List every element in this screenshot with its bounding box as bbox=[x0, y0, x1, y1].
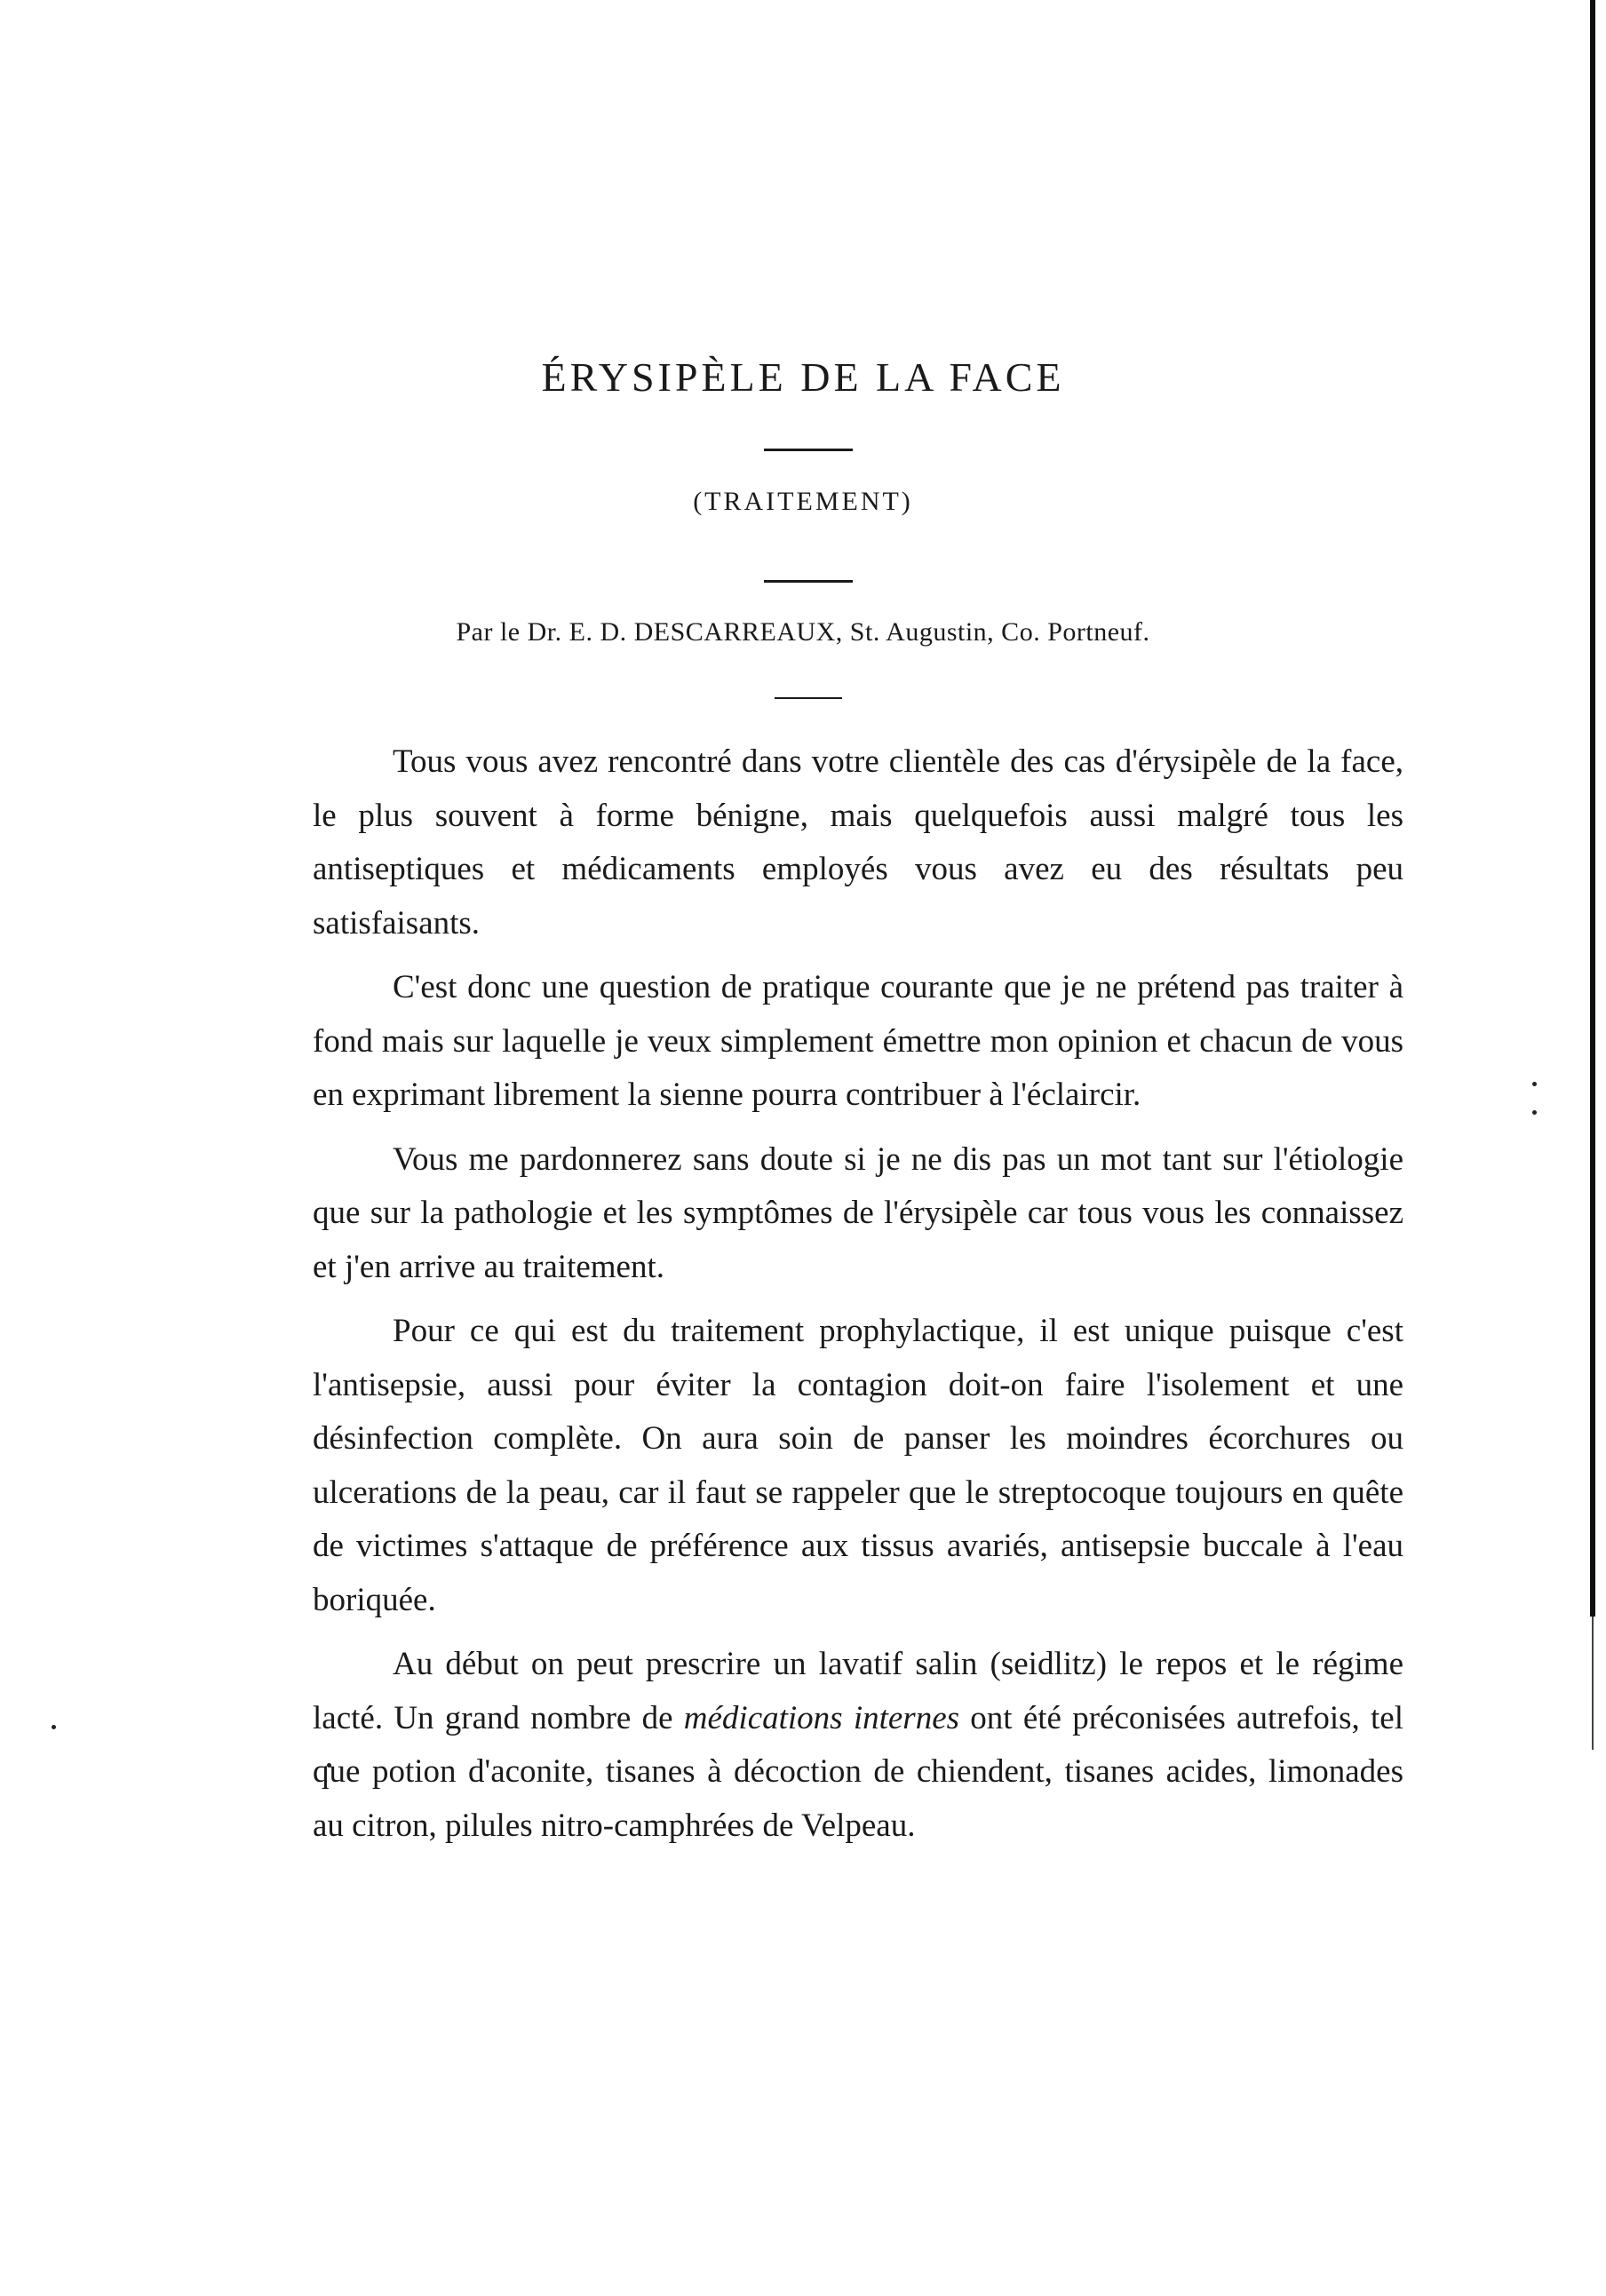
paragraph-text: Pour ce qui est du traitement prophylactique, il est unique puisque c'est l'antisepsie, aussi pour éviter la contagion doit-on faire l'isolement et une désinfection complète. On aura soin de panser les moindres écorchures ou ulcerations de la peau, car il faut se rappeler que le streptocoque toujours en quête de victimes s'attaque de préférence aux tissus avariés, antisepsie buccale à l'eau boriquée. bbox=[313, 1313, 1403, 1618]
paragraph-emphasis: médications internes bbox=[683, 1699, 960, 1736]
author-byline: Par le Dr. E. D. DESCARREAUX, St. Augustin, Co. Portneuf. bbox=[456, 617, 1150, 647]
title-divider bbox=[764, 449, 853, 451]
margin-mark bbox=[52, 1725, 56, 1729]
article-subtitle: (TRAITEMENT) bbox=[693, 487, 913, 516]
article-title: ÉRYSIPÈLE DE LA FACE bbox=[541, 354, 1065, 400]
margin-mark bbox=[1532, 1110, 1537, 1115]
article-body bbox=[313, 735, 1403, 1863]
paragraph-text: Vous me pardonnerez sans doute si je ne dis pas un mot tant sur l'étiologie que sur la pathologie et les symptômes de l'érysipèle car tous vous les connaissez et j'en arrive au traitement. bbox=[313, 1140, 1403, 1285]
byline-divider bbox=[775, 697, 842, 699]
paragraph bbox=[313, 735, 1403, 950]
paragraph-text: ont été préconisées autrefois, tel que potion d'aconite, tisanes à décoction de chiendent, tisanes acides, limonades au citron, pilules nitro-camphrées de Velpeau. bbox=[313, 1699, 1403, 1844]
page-edge-rule bbox=[1590, 0, 1595, 1617]
page-edge-rule-lower bbox=[1592, 1617, 1594, 1750]
paragraph-text: Au début on peut prescrire un lavatif salin (seidlitz) le repos et le régime lacté. Un grand nombre de bbox=[313, 1646, 1403, 1736]
subtitle-divider bbox=[764, 580, 853, 583]
paragraph bbox=[313, 1133, 1403, 1295]
paragraph bbox=[313, 1305, 1403, 1627]
paragraph bbox=[313, 961, 1403, 1123]
margin-mark bbox=[1532, 1082, 1537, 1086]
paragraph-text: C'est donc une question de pratique courante que je ne prétend pas traiter à fond mais sur laquelle je veux simplement émettre mon opinion et chacun de vous en exprimant librement la sienne pourra contribuer à l'éclaircir. bbox=[313, 969, 1403, 1113]
paragraph bbox=[313, 1638, 1403, 1853]
paragraph-text: Tous vous avez rencontré dans votre clientèle des cas d'érysipèle de la face, le plus souvent à forme bénigne, mais quelquefois aussi malgré tous les antiseptiques et médicaments employés vous avez eu des résultats peu satisfaisants. bbox=[313, 743, 1403, 941]
